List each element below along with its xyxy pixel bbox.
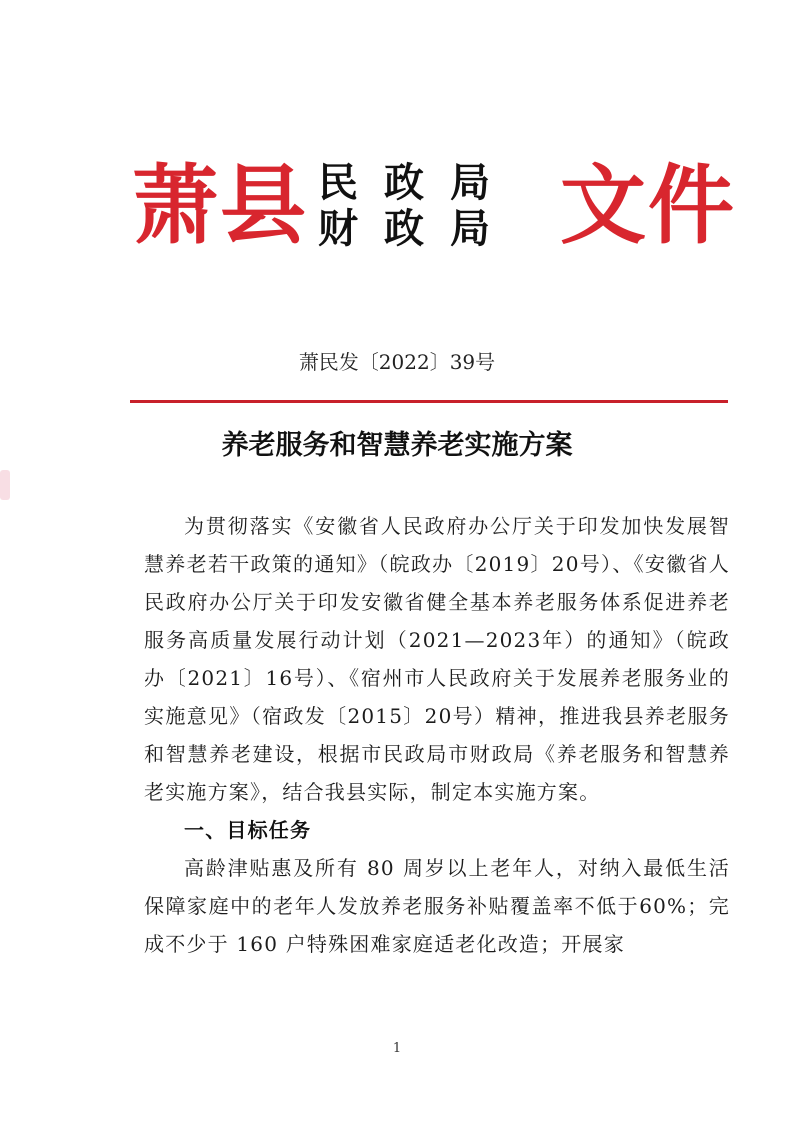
- masthead-agencies: [318, 160, 538, 252]
- document-title: 养老服务和智慧养老实施方案: [221, 430, 573, 461]
- section-paragraph: 高龄津贴惠及所有 80 周岁以上老年人，对纳入最低生活保障家庭中的老年人发放养老服务补贴覆盖率不低于60%；完成不少于 160 户特殊困难家庭适老化改造；开展家: [144, 856, 730, 956]
- section-heading: 一、目标任务: [184, 818, 312, 842]
- document-masthead: [0, 148, 794, 268]
- intro-paragraph: 为贯彻落实《安徽省人民政府办公厅关于印发加快发展智慧养老若干政策的通知》（皖政办〔2019〕20号）、《安徽省人民政府办公厅关于印发安徽省健全基本养老服务体系促进养老服务高质量发展行动计划（2021—2023年）的通知》（皖政办〔2021〕16号）、《宿州市人民政府关于发展养老服务业的实施意见》（宿政发〔2015〕20号）精神，推进我县养老服务和智慧养老建设，根据市民政局市财政局《养老服务和智慧养老实施方案》，结合我县实际，制定本实施方案。: [144, 514, 730, 804]
- masthead-document-label: 文件: [560, 155, 736, 256]
- masthead-agency-civil-affairs: 民政局: [318, 159, 516, 206]
- masthead-agency-finance: 财政局: [318, 205, 516, 252]
- document-body: [144, 507, 730, 963]
- page-edge-stain: [0, 470, 10, 500]
- page-number: 1: [392, 1041, 402, 1056]
- document-number: 萧民发〔2022〕39号: [298, 350, 496, 374]
- masthead-county: 萧县: [132, 155, 308, 256]
- red-separator-line: [130, 400, 728, 403]
